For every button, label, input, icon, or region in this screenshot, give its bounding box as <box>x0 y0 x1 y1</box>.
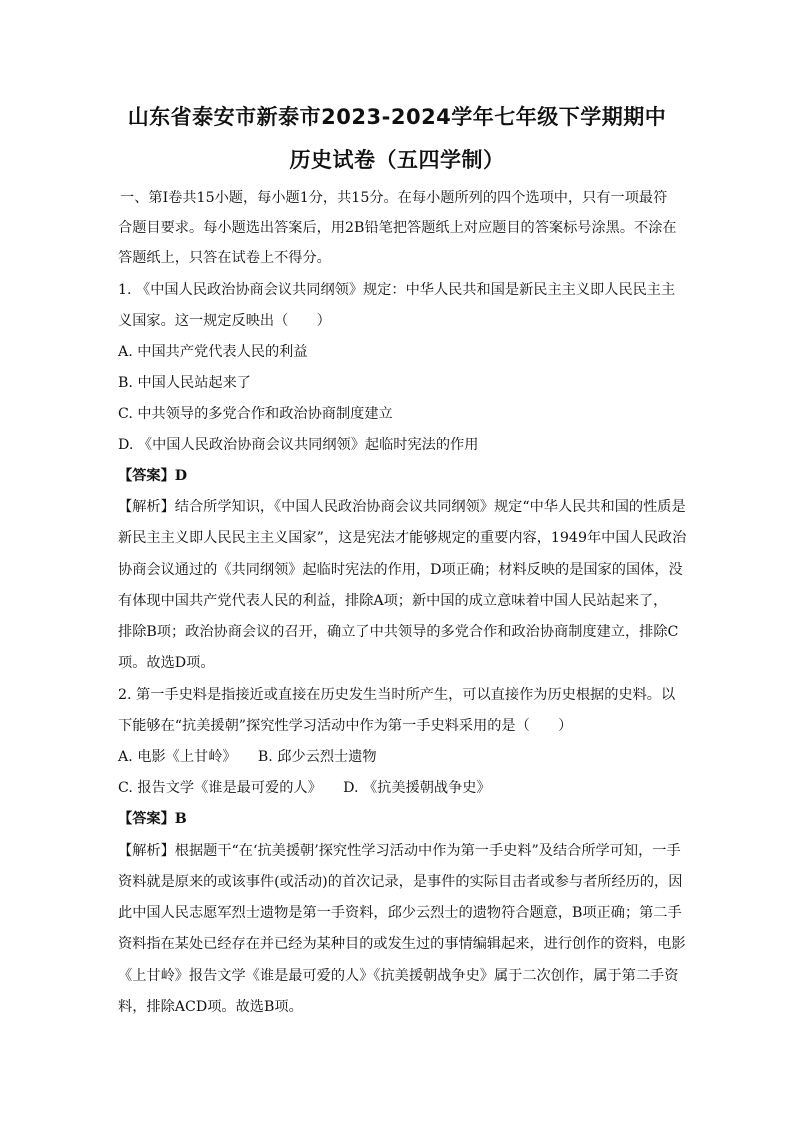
q1-stem-line: 义国家。这一规定反映出（ ） <box>118 313 331 329</box>
exam-title-line2: 历史试卷（五四学制） <box>289 148 505 172</box>
q1-option-a: A. 中国共产党代表人民的利益 <box>118 344 308 360</box>
q1-analysis-line: 排除B项；政治协商会议的召开，确立了中共领导的多党合作和政治协商制度建立，排除C <box>118 624 679 640</box>
q2-stem-line: 下能够在“抗美援朝”探究性学习活动中作为第一手史料采用的是（ ） <box>118 718 573 734</box>
q1-option-c: C. 中共领导的多党合作和政治协商制度建立 <box>118 406 393 422</box>
q2-analysis-line: 资料指在某处已经存在并已经为某种目的或发生过的事情编辑起来，进行创作的资料，电影 <box>118 936 686 952</box>
q2-analysis-line: 料，排除ACD项。故选B项。 <box>118 999 303 1015</box>
instructions-line: 一、第I卷共15小题，每小题1分，共15分。在每小题所列的四个选项中，只有一项最符 <box>120 190 668 206</box>
q1-analysis-line: 项。故选D项。 <box>118 655 215 671</box>
q1-analysis-line: 新民主主义即人民民主主义国家”，这是宪法才能够规定的重要内容，1949年中国人民政治 <box>118 530 687 546</box>
q2-stem-line: 2. 第一手史料是指接近或直接在历史发生当时所产生，可以直接作为历史根据的史料。以 <box>118 687 676 703</box>
q2-analysis-line: 【解析】根据题干“在‘抗美援朝’探究性学习活动中作为第一手史料”及结合所学可知，一手 <box>118 843 681 859</box>
q1-option-d: D. 《中国人民政治协商会议共同纲领》起临时宪法的作用 <box>118 437 479 453</box>
q1-answer: 【答案】D <box>118 468 188 484</box>
q2-answer: 【答案】B <box>118 811 187 827</box>
q2-analysis-line: 《上甘岭》报告文学《谁是最可爱的人》《抗美援朝战争史》属于二次创作，属于第二手资 <box>118 968 679 984</box>
exam-title-line1: 山东省泰安市新泰市2023-2024学年七年级下学期期中 <box>127 105 667 129</box>
q2-options-cd: C. 报告文学《谁是最可爱的人》 D. 《抗美援朝战争史》 <box>118 780 491 796</box>
q1-analysis-line: 有体现中国共产党代表人民的利益，排除A项；新中国的成立意味着中国人民站起来了， <box>118 593 668 609</box>
q2-options-ab: A. 电影《上甘岭》 B. 邱少云烈士遗物 <box>118 749 377 765</box>
q2-analysis-line: 此中国人民志愿军烈士遗物是第一手资料，邱少云烈士的遗物符合题意，B项正确；第二手 <box>118 905 682 921</box>
q1-analysis-line: 【解析】结合所学知识，《中国人民政治协商会议共同纲领》规定“中华人民共和国的性质是 <box>118 499 686 515</box>
q1-analysis-line: 协商会议通过的《共同纲领》起临时宪法的作用，D项正确；材料反映的是国家的国体，没 <box>118 562 683 578</box>
q1-stem-line: 1. 《中国人民政治协商会议共同纲领》规定：中华人民共和国是新民主主义即人民民主主 <box>118 282 676 298</box>
instructions-line: 答题纸上，只答在试卷上不得分。 <box>118 250 331 266</box>
instructions-line: 合题目要求。每小题选出答案后，用2B铅笔把答题纸上对应题目的答案标号涂黑。不涂在 <box>118 220 677 236</box>
q1-option-b: B. 中国人民站起来了 <box>118 375 251 391</box>
q2-analysis-line: 资料就是原来的或该事件(或活动)的首次记录，是事件的实际目击者或参与者所经历的，因 <box>118 874 683 890</box>
